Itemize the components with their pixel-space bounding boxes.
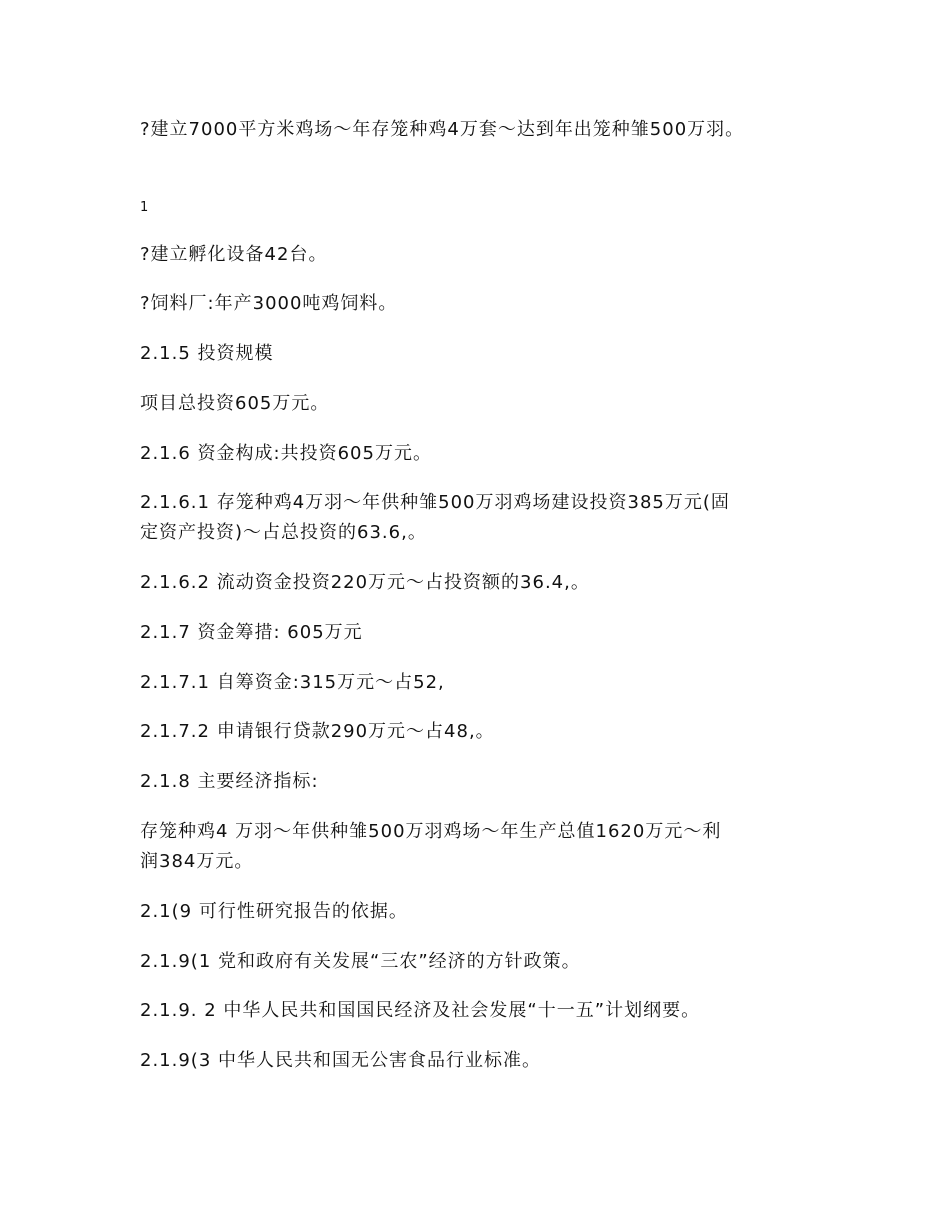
paragraph-2-1-6-1-line2: 定资产投资)～占总投资的63.6,。 xyxy=(140,522,427,543)
page-number: 1 xyxy=(140,200,149,215)
paragraph-2-1-9-2: 2.1.9. 2 中华人民共和国国民经济及社会发展“十一五”计划纲要。 xyxy=(140,1000,701,1021)
heading-2-1-8: 2.1.8 主要经济指标: xyxy=(140,771,319,792)
paragraph-farm-scale: ?建立7000平方米鸡场～年存笼种鸡4万套～达到年出笼种雏500万羽。 xyxy=(140,119,745,140)
paragraph-2-1-6-1-line1: 2.1.6.1 存笼种鸡4万羽～年供种雏500万羽鸡场建设投资385万元(固 xyxy=(140,492,730,513)
heading-2-1-7: 2.1.7 资金筹措: 605万元 xyxy=(140,622,363,643)
heading-2-1-6: 2.1.6 资金构成:共投资605万元。 xyxy=(140,443,432,464)
paragraph-economic-line1: 存笼种鸡4 万羽～年供种雏500万羽鸡场～年生产总值1620万元～利 xyxy=(140,821,722,842)
paragraph-incubator: ?建立孵化设备42台。 xyxy=(140,244,328,265)
paragraph-total-investment: 项目总投资605万元。 xyxy=(140,393,330,414)
paragraph-2-1-7-1: 2.1.7.1 自筹资金:315万元～占52, xyxy=(140,672,445,693)
paragraph-2-1-9-1: 2.1.9(1 党和政府有关发展“三农”经济的方针政策。 xyxy=(140,951,581,972)
heading-2-1-5: 2.1.5 投资规模 xyxy=(140,343,274,364)
paragraph-feed-mill: ?饲料厂:年产3000吨鸡饲料。 xyxy=(140,293,398,314)
paragraph-economic-line2: 润384万元。 xyxy=(140,851,254,872)
paragraph-2-1-6-2: 2.1.6.2 流动资金投资220万元～占投资额的36.4,。 xyxy=(140,572,590,593)
paragraph-2-1-7-2: 2.1.7.2 申请银行贷款290万元～占48,。 xyxy=(140,721,495,742)
paragraph-2-1-9-3: 2.1.9(3 中华人民共和国无公害食品行业标准。 xyxy=(140,1050,541,1071)
heading-2-1-9: 2.1(9 可行性研究报告的依据。 xyxy=(140,901,408,922)
